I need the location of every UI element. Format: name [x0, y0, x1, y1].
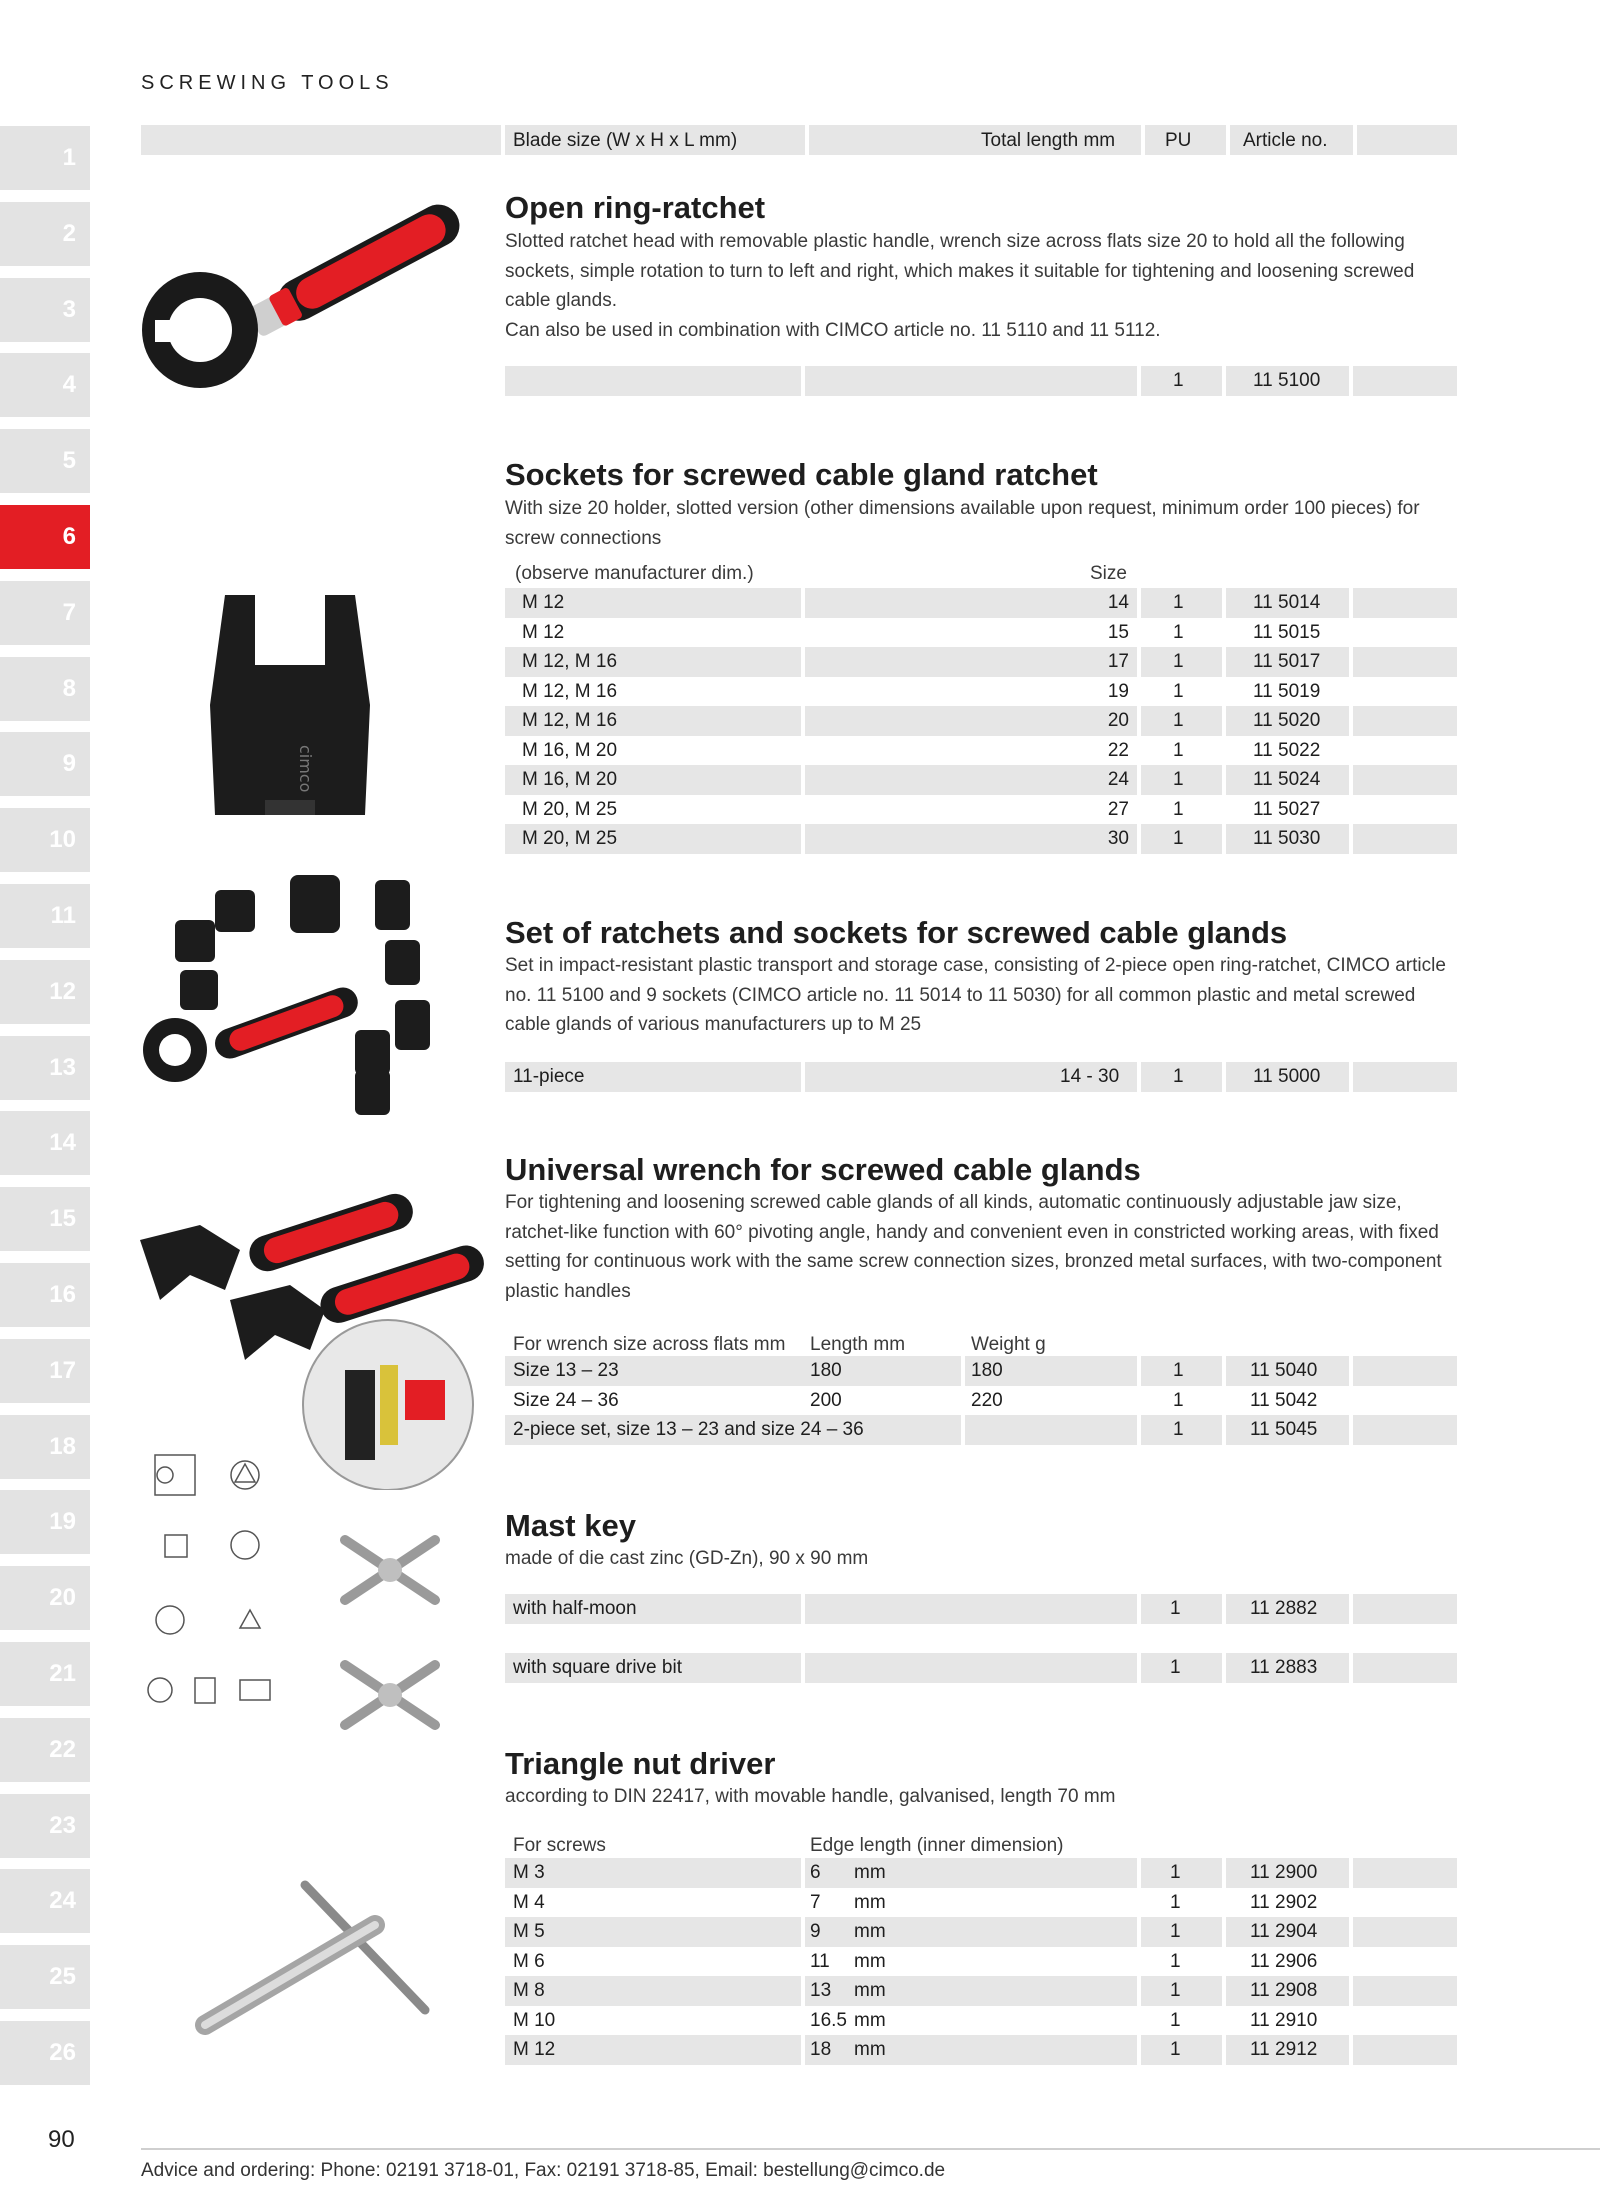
- table-row: [505, 366, 1457, 396]
- article-cell: 11 2882: [1250, 1598, 1318, 1619]
- pu-cell: 1: [1173, 621, 1184, 643]
- footer-contact: Advice and ordering: Phone: 02191 3718-01, Fax: 02191 3718-85, Email: bestellung@cimco.de: [141, 2160, 946, 2181]
- thread-cell: M 12, M 16: [522, 651, 618, 672]
- table-row: [505, 588, 1457, 618]
- table-row: [505, 677, 1457, 707]
- chapter-tab-16[interactable]: 16: [0, 1263, 90, 1327]
- size-cell: 15: [1107, 621, 1129, 643]
- pu-cell: 1: [1173, 798, 1184, 820]
- table-row: [505, 795, 1457, 825]
- sockets-desc: With size 20 holder, slotted version (other dimensions available upon request, minimum order 100 pieces) for screw connections: [505, 498, 1420, 549]
- thread-cell: M 16, M 20: [522, 769, 618, 790]
- pu-cell: 1: [1173, 680, 1184, 702]
- table-row: [505, 1356, 1457, 1386]
- sockets-subhead-size: Size: [1090, 563, 1127, 584]
- table-row: [505, 1415, 1457, 1445]
- pu-cell: 1: [1173, 710, 1184, 731]
- unit-cell: mm: [854, 1891, 886, 1913]
- article-cell: 11 5017: [1253, 651, 1321, 672]
- edge-cell: 18: [810, 2039, 832, 2060]
- label-cell: Size 13 – 23: [513, 1360, 619, 1381]
- thread-cell: M 20, M 25: [522, 798, 618, 820]
- label-cell: 11-piece: [513, 1066, 585, 1087]
- pu-cell: 1: [1170, 1657, 1181, 1678]
- edge-cell: 9: [810, 1921, 821, 1942]
- size-cell: 22: [1107, 739, 1129, 761]
- unit-cell: mm: [854, 1921, 886, 1942]
- col-article: Article no.: [1243, 130, 1328, 151]
- article-cell: 11 5000: [1253, 1066, 1321, 1087]
- length-cell: 180: [810, 1360, 842, 1381]
- col-pu: PU: [1165, 130, 1192, 151]
- pu-cell: 1: [1173, 1066, 1184, 1087]
- page-number: 90: [48, 2126, 75, 2153]
- mast-key-image-half-moon: [330, 1525, 450, 1615]
- chapter-tab-15[interactable]: 15: [0, 1187, 90, 1251]
- article-cell: 11 2900: [1250, 1862, 1318, 1883]
- article-cell: 11 5015: [1253, 621, 1321, 643]
- pu-cell: 1: [1173, 1389, 1184, 1411]
- unit-cell: mm: [854, 1950, 886, 1972]
- article-cell: 11 2908: [1250, 1980, 1318, 2001]
- screw-cell: M 5: [513, 1921, 545, 1942]
- pu-cell: 1: [1173, 651, 1184, 672]
- screw-cell: M 10: [513, 2009, 556, 2031]
- thread-cell: M 20, M 25: [522, 828, 618, 849]
- pu-cell: 1: [1170, 1598, 1181, 1619]
- screw-cell: M 3: [513, 1862, 545, 1883]
- edge-cell: 16.5: [810, 2009, 847, 2031]
- size-cell: 27: [1107, 798, 1129, 820]
- open-ring-ratchet-image: [125, 180, 490, 405]
- edge-cell: 11: [810, 1950, 830, 1972]
- set-title: Set of ratchets and sockets for screwed cable glands: [505, 915, 1288, 950]
- article-cell: 11 5019: [1253, 680, 1321, 702]
- pu-cell: 1: [1173, 1419, 1184, 1440]
- chapter-tab-2[interactable]: 2: [0, 202, 90, 266]
- screw-cell: M 12: [513, 2039, 556, 2060]
- article-cell: 11 5040: [1250, 1360, 1318, 1381]
- chapter-tab-22[interactable]: 22: [0, 1718, 90, 1782]
- open-ring-ratchet-desc: Slotted ratchet head with removable plastic handle, wrench size across flats size 20 to hold all the following sockets, simple rotation to turn to left and right, which makes it suitable for tightening and loosening screwed cable glands.: [505, 231, 1415, 311]
- thread-cell: M 12, M 16: [522, 680, 618, 702]
- chapter-tab-26[interactable]: 26: [0, 2021, 90, 2085]
- edge-cell: 13: [810, 1980, 832, 2001]
- chapter-tab-6[interactable]: 6: [0, 505, 90, 569]
- chapter-tab-23[interactable]: 23: [0, 1794, 90, 1858]
- page-section-title: SCREWING TOOLS: [141, 72, 394, 94]
- chapter-tab-12[interactable]: 12: [0, 960, 90, 1024]
- article-cell: 11 5027: [1253, 798, 1321, 820]
- table-row: [505, 706, 1457, 736]
- table-row: [505, 2006, 1457, 2036]
- article-cell: 11 5024: [1253, 769, 1321, 790]
- unit-cell: mm: [854, 1980, 886, 2001]
- table-row: [505, 647, 1457, 677]
- pu-cell: 1: [1170, 2009, 1181, 2031]
- universal-title: Universal wrench for screwed cable glands: [505, 1152, 1141, 1187]
- table-row: [505, 1947, 1457, 1977]
- size-cell: 14 - 30: [1060, 1066, 1120, 1087]
- size-cell: 19: [1107, 680, 1129, 702]
- triangle-title: Triangle nut driver: [505, 1746, 776, 1781]
- pu-cell: 1: [1173, 828, 1184, 849]
- article-cell: 11 5022: [1253, 739, 1321, 761]
- chapter-tab-24[interactable]: 24: [0, 1869, 90, 1933]
- label-cell: Size 24 – 36: [513, 1389, 619, 1411]
- pu-cell: 1: [1170, 1862, 1181, 1883]
- universal-subhead-a: For wrench size across flats mm: [513, 1334, 786, 1355]
- triangle-subhead-a: For screws: [513, 1835, 606, 1856]
- label-cell: with half-moon: [513, 1598, 637, 1619]
- thread-cell: M 12: [522, 621, 565, 643]
- universal-subhead-c: Weight g: [971, 1334, 1046, 1355]
- article-cell: 11 2910: [1250, 2009, 1318, 2031]
- label-cell: with square drive bit: [513, 1657, 682, 1678]
- pu-cell: 1: [1173, 769, 1184, 790]
- chapter-tab-3[interactable]: 3: [0, 278, 90, 342]
- table-row: [505, 765, 1457, 795]
- socket-image: [205, 585, 380, 830]
- col-blade-size: Blade size (W x H x L mm): [513, 130, 738, 151]
- chapter-tab-13[interactable]: 13: [0, 1036, 90, 1100]
- mast-key-desc: made of die cast zinc (GD-Zn), 90 x 90 mm: [505, 1548, 869, 1569]
- chapter-tab-21[interactable]: 21: [0, 1642, 90, 1706]
- table-row: [505, 1386, 1457, 1416]
- triangle-subhead-b: Edge length (inner dimension): [810, 1835, 1064, 1856]
- table-row: [505, 736, 1457, 766]
- chapter-tab-5[interactable]: 5: [0, 429, 90, 493]
- pu-cell: 1: [1173, 1360, 1184, 1381]
- size-cell: 17: [1107, 651, 1129, 672]
- screw-cell: M 4: [513, 1891, 545, 1913]
- pu-cell: 1: [1170, 1891, 1181, 1913]
- universal-subhead-b: Length mm: [810, 1334, 906, 1355]
- chapter-tab-18[interactable]: 18: [0, 1415, 90, 1479]
- label-cell: 2-piece set, size 13 – 23 and size 24 – 36: [513, 1419, 864, 1440]
- table-row: [505, 2035, 1457, 2065]
- article-cell: 11 2912: [1250, 2039, 1318, 2060]
- unit-cell: mm: [854, 2039, 886, 2060]
- table-row: [505, 824, 1457, 854]
- table-row: [505, 1653, 1457, 1683]
- open-ring-ratchet-desc2: Can also be used in combination with CIMCO article no. 11 5110 and 11 5112.: [505, 320, 1161, 341]
- weight-cell: 220: [971, 1389, 1003, 1411]
- thread-cell: M 12, M 16: [522, 710, 618, 731]
- thread-cell: M 12: [522, 592, 565, 613]
- mast-key-title: Mast key: [505, 1508, 636, 1543]
- table-row: [505, 1976, 1457, 2006]
- screw-cell: M 8: [513, 1980, 545, 2001]
- col-total-length: Total length mm: [981, 130, 1116, 151]
- table-row: [505, 1858, 1457, 1888]
- article-cell: 11 2904: [1250, 1921, 1318, 1942]
- column-header-row: [141, 125, 1457, 155]
- universal-desc: For tightening and loosening screwed cable glands of all kinds, automatic continuously adjustable jaw size, ratchet-like function with 60° pivoting angle, handy and convenient even in constricted working areas, with fixed setting for continuous work with the same screw connection sizes, bronzed metal surfaces, with two-component plastic handles: [505, 1192, 1442, 1302]
- ratchet-set-image: [130, 870, 440, 1120]
- chapter-tab-7[interactable]: 7: [0, 581, 90, 645]
- edge-cell: 7: [810, 1891, 821, 1913]
- table-row: [505, 1888, 1457, 1918]
- table-row: [505, 1917, 1457, 1947]
- sockets-subhead-left: (observe manufacturer dim.): [515, 563, 754, 584]
- edge-cell: 6: [810, 1862, 821, 1883]
- mast-key-drawings: [130, 1440, 305, 1720]
- chapter-tab-19[interactable]: 19: [0, 1490, 90, 1554]
- pu-cell: 1: [1170, 1921, 1181, 1942]
- chapter-tab-14[interactable]: 14: [0, 1111, 90, 1175]
- pu-cell: 1: [1173, 739, 1184, 761]
- chapter-tab-9[interactable]: 9: [0, 732, 90, 796]
- pu-cell: 1: [1170, 1980, 1181, 2001]
- unit-cell: mm: [854, 1862, 886, 1883]
- size-cell: 20: [1107, 710, 1129, 731]
- chapter-tab-20[interactable]: 20: [0, 1566, 90, 1630]
- mast-key-image-square-drive: [330, 1650, 450, 1740]
- table-row: [505, 1062, 1457, 1092]
- chapter-tab-4[interactable]: 4: [0, 353, 90, 417]
- svg-text:cimco: cimco: [296, 745, 315, 793]
- chapter-tab-10[interactable]: 10: [0, 808, 90, 872]
- chapter-tab-1[interactable]: 1: [0, 126, 90, 190]
- article-cell: 11 5020: [1253, 710, 1321, 731]
- weight-cell: 180: [971, 1360, 1003, 1381]
- set-desc: Set in impact-resistant plastic transport and storage case, consisting of 2-piece open ring-ratchet, CIMCO article no. 11 5100 and 9 sockets (CIMCO article no. 11 5014 to 11 5030) for all common plastic and metal screwed cable glands of various manufacturers up to M 25: [505, 955, 1446, 1035]
- size-cell: 24: [1107, 769, 1129, 790]
- open-ring-ratchet-title: Open ring-ratchet: [505, 190, 766, 225]
- chapter-tab-8[interactable]: 8: [0, 657, 90, 721]
- pu-cell: 1: [1173, 370, 1184, 391]
- table-row: [505, 1594, 1457, 1624]
- article-cell: 11 2906: [1250, 1950, 1318, 1972]
- chapter-tab-17[interactable]: 17: [0, 1339, 90, 1403]
- article-cell: 11 5030: [1253, 828, 1321, 849]
- chapter-tab-25[interactable]: 25: [0, 1945, 90, 2009]
- screw-cell: M 6: [513, 1950, 545, 1972]
- article-cell: 11 5045: [1250, 1419, 1318, 1440]
- pu-cell: 1: [1170, 1950, 1181, 1972]
- unit-cell: mm: [854, 2009, 886, 2031]
- size-cell: 14: [1107, 592, 1129, 613]
- thread-cell: M 16, M 20: [522, 739, 618, 761]
- pu-cell: 1: [1173, 592, 1184, 613]
- triangle-desc: according to DIN 22417, with movable handle, galvanised, length 70 mm: [505, 1786, 1116, 1807]
- chapter-tab-11[interactable]: 11: [0, 884, 90, 948]
- sockets-title: Sockets for screwed cable gland ratchet: [505, 457, 1098, 492]
- pu-cell: 1: [1170, 2039, 1181, 2060]
- article-cell: 11 5014: [1253, 592, 1321, 613]
- triangle-nut-driver-image: [185, 1875, 445, 2050]
- article-cell: 11 5100: [1253, 370, 1321, 391]
- length-cell: 200: [810, 1389, 842, 1411]
- article-cell: 11 2883: [1250, 1657, 1318, 1678]
- size-cell: 30: [1107, 828, 1129, 849]
- article-cell: 11 2902: [1250, 1891, 1318, 1913]
- footer-divider: [141, 2148, 1600, 2150]
- table-row: [505, 618, 1457, 648]
- article-cell: 11 5042: [1250, 1389, 1318, 1411]
